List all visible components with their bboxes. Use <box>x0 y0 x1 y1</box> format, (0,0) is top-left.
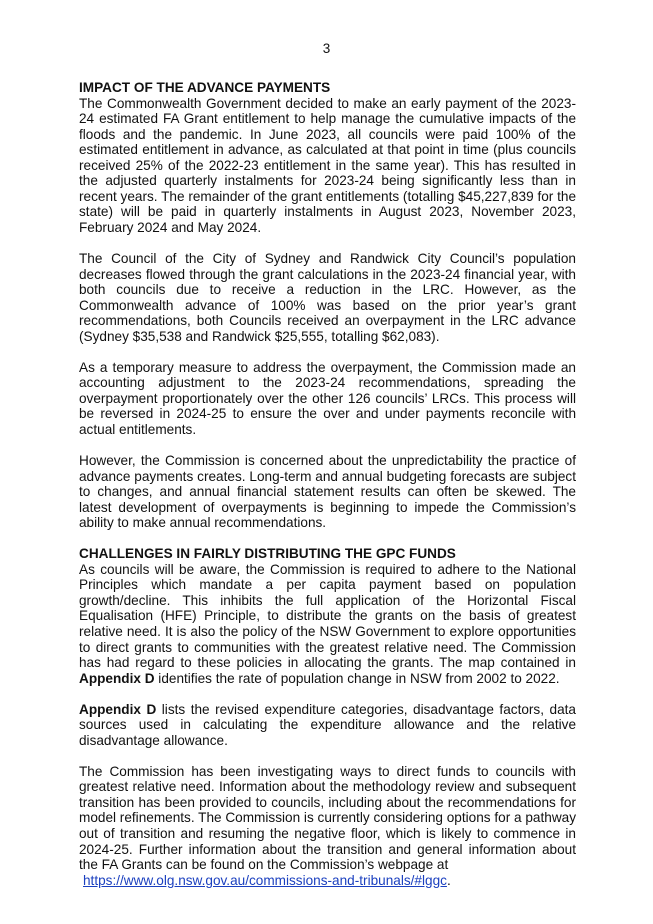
paragraph-national-principles <box>79 562 576 686</box>
paragraph-advance-payment-decision: The Commonwealth Government decided to make an early payment of the 2023-24 estimated FA Grant entitlement to help manage the cumulative impacts of the floods and the pandemic. In June 2023, all councils were paid 100% of the estimated entitlement in advance, as calculated at that point in time (plus councils received 25% of the 2022-23 entitlement in the same year). This has resulted in the adjusted quarterly instalments for 2023-24 being significantly less than in recent years. The remainder of the grant entitlements (totalling $45,227,839 for the state) will be paid in quarterly instalments in August 2023, November 2023, February 2024 and May 2024. <box>79 95 576 235</box>
link-suffix: . <box>446 872 451 888</box>
paragraph-spacer <box>79 344 576 360</box>
appendix-d-description: lists the revised expenditure categories, disadvantage factors, data sources used in calculating the expenditure allowance and the relative disadvantage allowance. <box>79 701 576 748</box>
commission-webpage-link[interactable]: https://www.olg.nsw.gov.au/commissions-and-tribunals/#lggc <box>83 872 447 888</box>
paragraph-population-decreases: The Council of the City of Sydney and Randwick City Council’s population decreases flowed through the grant calculations in the 2023-24 financial year, with both councils due to receive a reduction in the LRC. However, as the Commonwealth advance of 100% was based on the prior year’s grant recommendations, both Councils received an overpayment in the LRC advance (Sydney $35,538 and Randwick $25,555, totalling $62,083). <box>79 250 576 344</box>
paragraph-spacer <box>79 531 576 547</box>
paragraph-appendix-d <box>79 702 576 749</box>
webpage-link-line <box>79 873 576 889</box>
section-heading-gpc-funds: CHALLENGES IN FAIRLY DISTRIBUTING THE GPC FUNDS <box>79 546 456 562</box>
paragraph-temporary-measure: As a temporary measure to address the overpayment, the Commission made an accounting adjustment to the 2023-24 recommendations, spreading the overpayment proportionately over the other 126 councils’ LRCs. This process will be reversed in 2024-25 to ensure the over and under payments reconcile with actual entitlements. <box>79 359 576 437</box>
section-heading-advance-payments: IMPACT OF THE ADVANCE PAYMENTS <box>79 80 331 95</box>
paragraph-spacer <box>79 748 576 764</box>
paragraph-methodology-review: The Commission has been investigating ways to direct funds to councils with greatest relative need. Information about the methodology review and subsequent transition has been provided to councils, including about the recommendations for model refinements. The Commission is currently considering options for a pathway out of transition and resuming the negative floor, which is likely to commence in 2024-25. Further information about the transition and general information about the FA Grants can be found on the Commission’s webpage at <box>79 763 576 873</box>
page-content <box>79 80 576 888</box>
appendix-d-label: Appendix D <box>79 701 157 717</box>
appendix-d-reference: Appendix D <box>79 670 155 686</box>
national-principles-text: As councils will be aware, the Commission is required to adhere to the National Principles which mandate a per capita payment based on population growth/decline. This inhibits the full application of the Horizontal Fiscal Equalisation (HFE) Principle, to distribute the grants on the basis of greatest relative need. It is also the policy of the NSW Government to explore opportunities to direct grants to communities with the greatest relative need. The Commission has had regard to these policies in allocating the grants. The map contained in <box>79 561 576 671</box>
page-number: 3 <box>322 41 331 56</box>
paragraph-spacer <box>79 235 576 251</box>
population-change-text: identifies the rate of population change in NSW from 2002 to 2022. <box>154 670 560 686</box>
paragraph-spacer <box>79 686 576 702</box>
paragraph-spacer <box>79 437 576 453</box>
paragraph-commission-concern: However, the Commission is concerned about the unpredictability the practice of advance payments creates. Long-term and annual budgeting forecasts are subject to changes, and annual financial statement results can often be skewed. The latest development of overpayments is beginning to impede the Commission’s ability to make annual recommendations. <box>79 452 576 531</box>
